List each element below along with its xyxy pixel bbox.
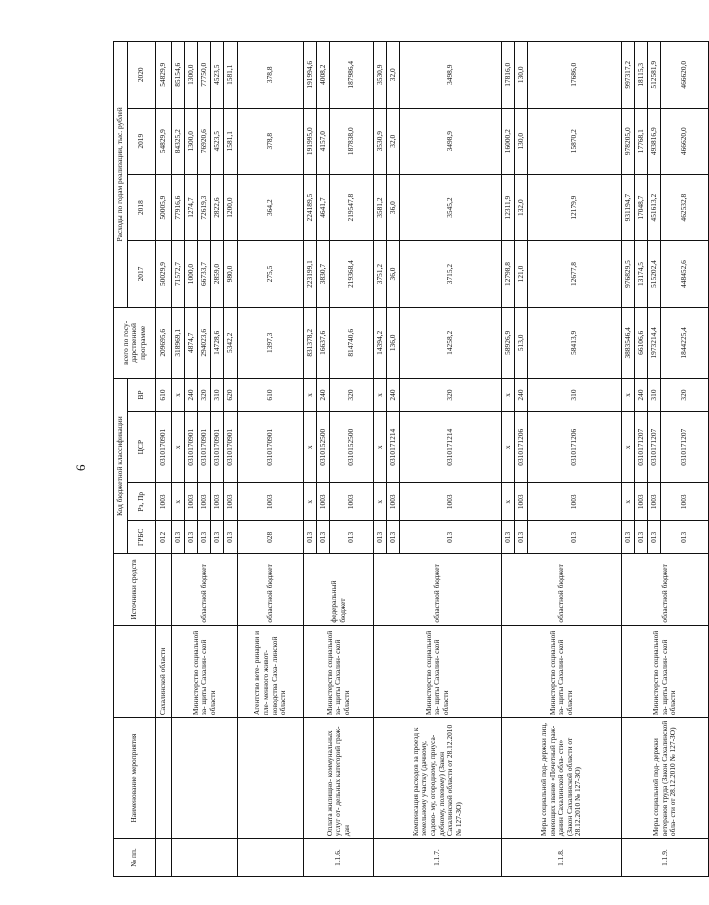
grbs-code: 013 (648, 521, 661, 554)
table-row (374, 42, 387, 877)
csr-code: 0310152500 (330, 412, 374, 483)
year-amount: 466620,0 (661, 42, 709, 109)
year-amount: 2859,0 (211, 241, 224, 307)
header-csr: ЦСР (128, 412, 156, 483)
year-amount: 1274,7 (185, 174, 198, 240)
rzpr-code: 1003 (648, 483, 661, 521)
year-amount: 364,2 (238, 174, 304, 240)
header-no: № пп. (114, 839, 156, 877)
header-total: всего по госу- дарственной программе (114, 307, 156, 378)
grbs-code: 013 (224, 521, 238, 554)
year-amount: 85154,6 (172, 42, 185, 109)
program-total: 1973214,4 (648, 307, 661, 378)
row-number: 1.1.9. (622, 839, 709, 877)
rzpr-code: 1003 (156, 483, 172, 521)
vr-code: 320 (661, 378, 709, 411)
grbs-code: 013 (622, 521, 635, 554)
program-total: 831378,2 (304, 307, 317, 378)
table-body (156, 42, 709, 877)
vr-code: 240 (317, 378, 330, 411)
measure-name (238, 718, 304, 839)
year-amount: 1200,0 (224, 174, 238, 240)
vr-code: 620 (224, 378, 238, 411)
year-amount: 191994,6 (304, 42, 317, 109)
year-amount: 130,0 (515, 42, 528, 109)
measure-name: Меры социальной под- держки лиц, имеющих звание «Почетный граж- данин Сахалинской обла- сти» (Закон Сахалинской области от 28.12.2010 № 127-ЗО) (502, 718, 622, 839)
table-row (304, 42, 317, 877)
year-amount: 72619,3 (198, 174, 211, 240)
year-amount: 32,0 (387, 108, 400, 174)
year-amount: 448452,6 (661, 241, 709, 307)
vr-code: x (374, 378, 387, 411)
grbs-code: 012 (156, 521, 172, 554)
csr-code: 0310170901 (156, 412, 172, 483)
rzpr-code: 1003 (400, 483, 502, 521)
table-row (156, 42, 172, 877)
rzpr-code: x (502, 483, 515, 521)
year-amount: 980,0 (224, 241, 238, 307)
csr-code: x (304, 412, 317, 483)
year-amount: 36,0 (387, 174, 400, 240)
year-amount: 378,8 (238, 42, 304, 109)
program-total: 16637,6 (317, 307, 330, 378)
rzpr-code: 1003 (330, 483, 374, 521)
rzpr-code: 1003 (211, 483, 224, 521)
year-amount: 76920,6 (198, 108, 211, 174)
year-amount: 17768,1 (635, 108, 648, 174)
header-year: 2017 (128, 241, 156, 307)
year-amount: 219368,4 (330, 241, 374, 307)
rzpr-code: 1003 (515, 483, 528, 521)
csr-code: 0310170901 (224, 412, 238, 483)
year-amount: 50029,9 (156, 241, 172, 307)
executor: Министерство социальной за- щиты Сахалин- ской области (622, 625, 709, 718)
rzpr-code: x (304, 483, 317, 521)
budget-table (113, 41, 709, 877)
csr-code: 0310170901 (185, 412, 198, 483)
header-grbs: ГРБС (128, 521, 156, 554)
grbs-code: 013 (211, 521, 224, 554)
year-amount: 17686,0 (528, 42, 622, 109)
year-amount: 17048,7 (635, 174, 648, 240)
rzpr-code: 1003 (387, 483, 400, 521)
funding-source: областной бюджет (502, 554, 622, 625)
header-vr: ВР (128, 378, 156, 411)
program-total: 14728,6 (211, 307, 224, 378)
program-total: 513,0 (515, 307, 528, 378)
funding-source: областной бюджет (374, 554, 502, 625)
year-amount: 3751,2 (374, 241, 387, 307)
header-kbk: Код бюджетной классификации (114, 378, 128, 554)
csr-code: 0310171207 (661, 412, 709, 483)
program-total: 66106,6 (635, 307, 648, 378)
executor: Сахалинской области (156, 625, 172, 718)
rzpr-code: 1003 (528, 483, 622, 521)
funding-source: федеральный бюджет (304, 554, 374, 625)
row-number (172, 839, 238, 877)
year-amount: 4008,2 (317, 42, 330, 109)
year-amount: 36,0 (387, 241, 400, 307)
year-amount: 1300,0 (185, 42, 198, 109)
rzpr-code: 1003 (635, 483, 648, 521)
vr-code: 310 (528, 378, 622, 411)
header-executor (114, 625, 156, 718)
year-amount: 12311,9 (502, 174, 515, 240)
year-amount: 54829,9 (156, 108, 172, 174)
year-amount: 223199,1 (304, 241, 317, 307)
program-total: 58413,9 (528, 307, 622, 378)
year-amount: 121,0 (515, 241, 528, 307)
csr-code: 0310171206 (528, 412, 622, 483)
vr-code: x (622, 378, 635, 411)
program-total: 58926,9 (502, 307, 515, 378)
year-amount: 13174,5 (635, 241, 648, 307)
year-amount: 462532,8 (661, 174, 709, 240)
header-rzpr: Рз, Пр (128, 483, 156, 521)
year-amount: 1581,1 (224, 42, 238, 109)
rzpr-code: 1003 (238, 483, 304, 521)
measure-name: Меры социальной под- держки ветеранов труда (Закон Сахалинской обла- сти от 28.12.2010 № 127-ЗО) (622, 718, 709, 839)
vr-code: 320 (330, 378, 374, 411)
row-number (238, 839, 304, 877)
funding-source (156, 554, 172, 625)
year-amount: 4157,0 (317, 108, 330, 174)
rzpr-code: x (374, 483, 387, 521)
year-amount: 3498,9 (400, 108, 502, 174)
measure-name: Компенсация расходов за проезд к земельному участку (дачному, садово- му, огородному, приуса- дебному, полевому) (Закон Сахалинской области от 28.12.2010 № 127-ЗО) (374, 718, 502, 839)
year-amount: 12179,9 (528, 174, 622, 240)
table-row (238, 42, 304, 877)
year-amount: 77750,0 (198, 42, 211, 109)
grbs-code: 013 (185, 521, 198, 554)
rotated-page (73, 41, 689, 877)
grbs-code: 013 (172, 521, 185, 554)
program-total: 14394,2 (374, 307, 387, 378)
year-amount: 3545,2 (400, 174, 502, 240)
year-amount: 32,0 (387, 42, 400, 109)
program-total: 3883546,4 (622, 307, 635, 378)
program-total: 14258,2 (400, 307, 502, 378)
year-amount: 515202,4 (648, 241, 661, 307)
program-total: 814740,6 (330, 307, 374, 378)
year-amount: 512581,9 (648, 42, 661, 109)
rzpr-code: x (622, 483, 635, 521)
year-amount: 3715,2 (400, 241, 502, 307)
row-number: 1.1.7. (374, 839, 502, 877)
csr-code: 0310152500 (317, 412, 330, 483)
rzpr-code: 1003 (185, 483, 198, 521)
header-source: Источники средств (114, 554, 156, 625)
year-amount: 4523,5 (211, 42, 224, 109)
csr-code: 0310171207 (635, 412, 648, 483)
executor: Агентство вете- ринарии и пле- менного живот- новодства Саха- линской области (238, 625, 304, 718)
year-amount: 15870,2 (528, 108, 622, 174)
executor: Министерство социальной за- щиты Сахалин- ской области (374, 625, 502, 718)
program-total: 136,0 (387, 307, 400, 378)
csr-code: x (622, 412, 635, 483)
grbs-code: 013 (661, 521, 709, 554)
vr-code: 320 (400, 378, 502, 411)
row-number: 1.1.6. (304, 839, 374, 877)
grbs-code: 013 (635, 521, 648, 554)
grbs-code: 013 (528, 521, 622, 554)
table-row (172, 42, 185, 877)
funding-source: областной бюджет (622, 554, 709, 625)
year-amount: 4641,7 (317, 174, 330, 240)
year-amount: 3530,9 (374, 108, 387, 174)
measure-name (172, 718, 238, 839)
vr-code: 240 (387, 378, 400, 411)
program-total: 294023,6 (198, 307, 211, 378)
executor: Министерство социальной за- щиты Сахалин- ской области (304, 625, 374, 718)
header-year: 2018 (128, 174, 156, 240)
vr-code: 610 (156, 378, 172, 411)
year-amount: 3498,9 (400, 42, 502, 109)
program-total: 1397,3 (238, 307, 304, 378)
table-row (622, 42, 635, 877)
header-year: 2020 (128, 42, 156, 109)
csr-code: x (172, 412, 185, 483)
year-amount: 275,5 (238, 241, 304, 307)
year-amount: 3530,9 (374, 42, 387, 109)
grbs-code: 013 (502, 521, 515, 554)
year-amount: 978205,0 (622, 108, 635, 174)
year-amount: 931194,7 (622, 174, 635, 240)
program-total: 4874,7 (185, 307, 198, 378)
year-amount: 130,0 (515, 108, 528, 174)
program-total: 5342,2 (224, 307, 238, 378)
year-amount: 2822,6 (211, 174, 224, 240)
vr-code: 240 (185, 378, 198, 411)
year-amount: 1581,1 (224, 108, 238, 174)
csr-code: 0310170901 (198, 412, 211, 483)
rzpr-code: x (172, 483, 185, 521)
year-amount: 224189,5 (304, 174, 317, 240)
row-number: 1.1.8. (502, 839, 622, 877)
vr-code: 610 (238, 378, 304, 411)
csr-code: x (374, 412, 387, 483)
vr-code: 310 (648, 378, 661, 411)
year-amount: 12798,8 (502, 241, 515, 307)
header-year: 2019 (128, 108, 156, 174)
vr-code: x (502, 378, 515, 411)
executor: Министерство социальной за- щиты Сахалин- ской области (172, 625, 238, 718)
header-name: Наименование мероприятия (114, 718, 156, 839)
year-amount: 50005,9 (156, 174, 172, 240)
csr-code: 0310171214 (387, 412, 400, 483)
year-amount: 187838,0 (330, 108, 374, 174)
vr-code: 240 (635, 378, 648, 411)
year-amount: 66733,7 (198, 241, 211, 307)
grbs-code: 013 (387, 521, 400, 554)
year-amount: 451613,2 (648, 174, 661, 240)
year-amount: 71572,7 (172, 241, 185, 307)
row-number (156, 839, 172, 877)
grbs-code: 013 (515, 521, 528, 554)
grbs-code: 028 (238, 521, 304, 554)
table-row (502, 42, 515, 877)
funding-source: областной бюджет (238, 554, 304, 625)
year-amount: 12677,8 (528, 241, 622, 307)
page-number: 6 (73, 464, 88, 471)
year-amount: 976829,5 (622, 241, 635, 307)
grbs-code: 013 (374, 521, 387, 554)
measure-name: Оплата жилищно- коммунальных услуг от- дельных категорий граж- дан (304, 718, 374, 839)
vr-code: 310 (211, 378, 224, 411)
vr-code: 320 (198, 378, 211, 411)
year-amount: 1000,0 (185, 241, 198, 307)
year-amount: 191995,0 (304, 108, 317, 174)
year-amount: 84325,2 (172, 108, 185, 174)
program-total: 318969,1 (172, 307, 185, 378)
executor: Министерство социальной за- щиты Сахалин- ской области (502, 625, 622, 718)
csr-code: 0310171214 (400, 412, 502, 483)
vr-code: 240 (515, 378, 528, 411)
rzpr-code: 1003 (224, 483, 238, 521)
program-total: 1844225,4 (661, 307, 709, 378)
year-amount: 187986,4 (330, 42, 374, 109)
year-amount: 3581,2 (374, 174, 387, 240)
rzpr-code: 1003 (317, 483, 330, 521)
year-amount: 997317,2 (622, 42, 635, 109)
funding-source: областной бюджет (172, 554, 238, 625)
year-amount: 219547,8 (330, 174, 374, 240)
program-total: 209695,6 (156, 307, 172, 378)
rzpr-code: 1003 (661, 483, 709, 521)
year-amount: 54829,9 (156, 42, 172, 109)
grbs-code: 013 (198, 521, 211, 554)
year-amount: 3830,7 (317, 241, 330, 307)
year-amount: 17816,0 (502, 42, 515, 109)
grbs-code: 013 (330, 521, 374, 554)
grbs-code: 013 (400, 521, 502, 554)
vr-code: x (172, 378, 185, 411)
year-amount: 493816,9 (648, 108, 661, 174)
csr-code: 0310171207 (648, 412, 661, 483)
year-amount: 16000,2 (502, 108, 515, 174)
year-amount: 77916,6 (172, 174, 185, 240)
csr-code: 0310170901 (211, 412, 224, 483)
year-amount: 18115,3 (635, 42, 648, 109)
header-by-year: Расходы по годам реализации, тыс. рублей (114, 42, 128, 308)
csr-code: 0310170901 (238, 412, 304, 483)
csr-code: x (502, 412, 515, 483)
rzpr-code: 1003 (198, 483, 211, 521)
measure-name (156, 718, 172, 839)
year-amount: 378,8 (238, 108, 304, 174)
year-amount: 132,0 (515, 174, 528, 240)
year-amount: 1300,0 (185, 108, 198, 174)
csr-code: 0310171206 (515, 412, 528, 483)
year-amount: 466620,0 (661, 108, 709, 174)
grbs-code: 013 (317, 521, 330, 554)
vr-code: x (304, 378, 317, 411)
grbs-code: 013 (304, 521, 317, 554)
year-amount: 4523,5 (211, 108, 224, 174)
